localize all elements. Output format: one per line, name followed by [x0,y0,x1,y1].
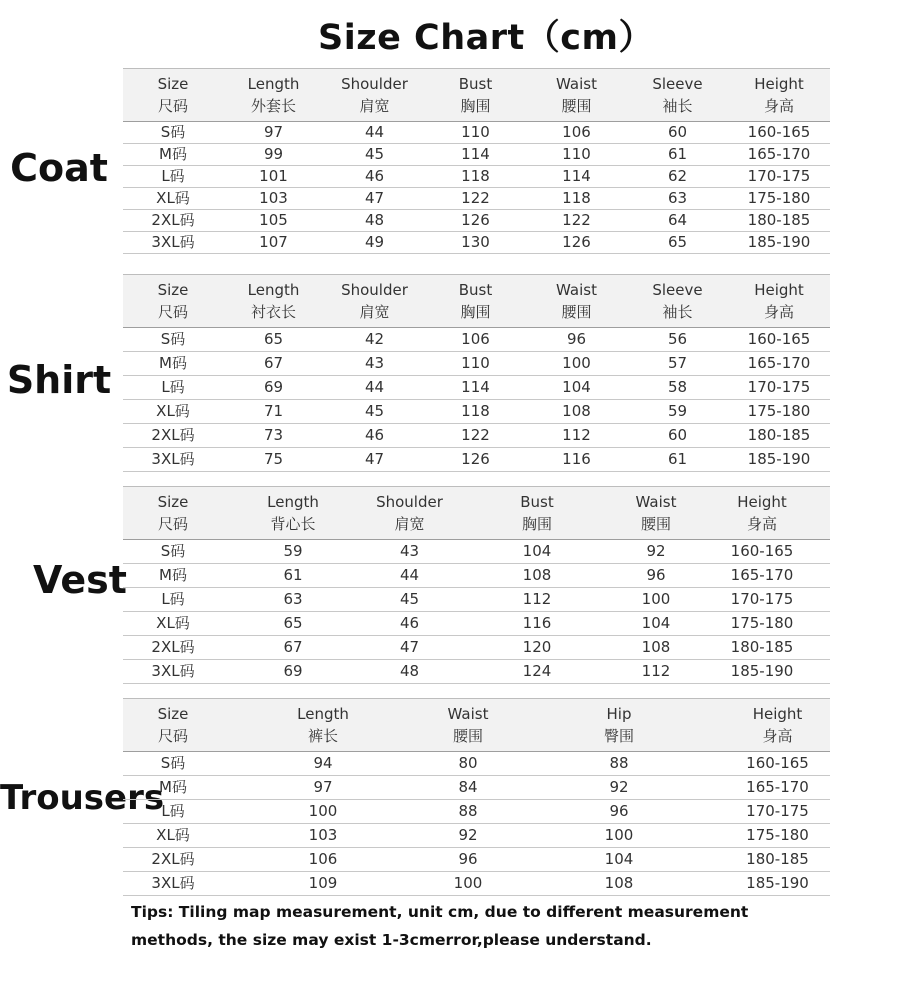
table-row [123,612,830,636]
table-row [123,352,830,376]
column-header-cn: 尺码 [157,303,188,321]
table-cell: 96 [618,564,694,588]
table-cell: 47 [363,636,456,660]
column-header [627,69,728,122]
table-cell: 165-170 [728,144,830,166]
table-cell: 106 [223,848,423,872]
column-header-cn: 肩宽 [359,303,390,321]
table-cell: 3XL码 [123,232,223,254]
table-cell: 2XL码 [123,210,223,232]
column-header [123,69,223,122]
column-header-en: Hip [606,705,632,723]
table-row [123,848,830,872]
shirt-size-table [123,274,830,472]
table-cell: 165-170 [728,352,830,376]
table-cell: 96 [423,848,513,872]
table-cell: 114 [526,166,627,188]
column-header-en: Waist [556,75,597,93]
table-cell: 45 [324,144,425,166]
table-cell: 46 [363,612,456,636]
column-header [324,275,425,328]
column-header-en: Shoulder [376,493,443,511]
column-header-en: Height [737,493,787,511]
table-cell: 122 [425,424,526,448]
column-header-en: Length [247,281,300,299]
table-cell: 107 [223,232,324,254]
table-cell: S码 [123,122,223,144]
table-cell: 44 [363,564,456,588]
table-cell: 160-165 [694,540,830,564]
column-header [123,275,223,328]
column-header-cn: 腰围 [452,727,483,745]
column-header-cn: 尺码 [157,515,188,533]
column-header [728,275,830,328]
table-cell: 49 [324,232,425,254]
table-cell: 110 [526,144,627,166]
table-row [123,448,830,472]
table-cell: 96 [526,328,627,352]
column-header-cn: 袖长 [662,303,693,321]
table-cell: 59 [223,540,363,564]
table-cell: 116 [526,448,627,472]
table-cell: 2XL码 [123,636,223,660]
table-row [123,660,830,684]
table-cell: 108 [526,400,627,424]
table-cell: 110 [425,122,526,144]
column-header-en: Height [754,281,804,299]
table-cell: 130 [425,232,526,254]
table-cell: 46 [324,424,425,448]
column-header-cn: 尺码 [157,727,188,745]
table-cell: 114 [425,376,526,400]
table-cell: 110 [425,352,526,376]
table-cell: S码 [123,328,223,352]
column-header-cn: 胸围 [460,97,491,115]
table-cell: 63 [223,588,363,612]
column-header-en: Shoulder [341,75,408,93]
column-header-cn: 袖长 [662,97,693,115]
table-header-row [123,69,830,122]
column-header-cn: 肩宽 [394,515,425,533]
table-cell: 180-185 [728,210,830,232]
table-header-row [123,699,830,752]
table-row [123,636,830,660]
table-cell: 48 [363,660,456,684]
column-header-en: Sleeve [652,75,703,93]
table-row [123,232,830,254]
table-cell: XL码 [123,188,223,210]
table-cell: L码 [123,166,223,188]
column-header-cn: 腰围 [561,303,592,321]
table-row [123,328,830,352]
table-cell: 104 [618,612,694,636]
table-cell: 69 [223,660,363,684]
table-cell: 69 [223,376,324,400]
table-cell: 75 [223,448,324,472]
table-cell: 105 [223,210,324,232]
vest-size-table [123,486,830,684]
table-cell: XL码 [123,400,223,424]
column-header-cn: 腰围 [640,515,671,533]
column-header-cn: 臀围 [603,727,634,745]
table-cell: 2XL码 [123,424,223,448]
table-cell: 94 [223,752,423,776]
column-header-en: Waist [447,705,489,723]
table-row [123,800,830,824]
table-cell: 65 [223,612,363,636]
table-cell: 160-165 [725,752,830,776]
table-cell: 109 [223,872,423,896]
page-title: Size Chart（cm） [318,18,654,58]
table-cell: 61 [223,564,363,588]
column-header-en: Height [754,75,804,93]
table-cell: 170-175 [694,588,830,612]
table-cell: 80 [423,752,513,776]
section-label-shirt: Shirt [6,358,112,402]
table-row [123,872,830,896]
column-header-cn: 身高 [762,727,793,745]
table-cell: 96 [513,800,725,824]
column-header-cn: 背心长 [270,515,316,533]
table-cell: XL码 [123,824,223,848]
table-cell: 67 [223,352,324,376]
table-cell: 60 [627,122,728,144]
table-cell: 64 [627,210,728,232]
table-cell: M码 [123,144,223,166]
table-cell: 165-170 [725,776,830,800]
table-cell: 43 [324,352,425,376]
column-header-en: Size [157,281,189,299]
column-header [725,699,830,752]
table-row [123,166,830,188]
table-row [123,752,830,776]
table-cell: 44 [324,376,425,400]
table-cell: 175-180 [694,612,830,636]
table-cell: 45 [363,588,456,612]
column-header [123,699,223,752]
column-header-cn: 身高 [763,303,794,321]
table-cell: 100 [423,872,513,896]
table-cell: 92 [513,776,725,800]
coat-size-table [123,68,830,254]
table-cell: 67 [223,636,363,660]
column-header [526,69,627,122]
column-header-cn: 裤长 [307,727,338,745]
column-header [123,487,223,540]
table-cell: 101 [223,166,324,188]
table-cell: 57 [627,352,728,376]
table-cell: 97 [223,122,324,144]
table-header-row [123,487,830,540]
table-cell: 185-190 [728,232,830,254]
table-cell: 99 [223,144,324,166]
column-header-cn: 胸围 [521,515,552,533]
table-cell: 185-190 [728,448,830,472]
column-header-cn: 肩宽 [359,97,390,115]
table-row [123,776,830,800]
table-cell: M码 [123,564,223,588]
table-cell: 124 [456,660,618,684]
table-row [123,588,830,612]
column-header [728,69,830,122]
column-header [627,275,728,328]
table-cell: M码 [123,776,223,800]
table-cell: 103 [223,188,324,210]
table-cell: 59 [627,400,728,424]
column-header [513,699,725,752]
table-cell: 116 [456,612,618,636]
table-cell: 97 [223,776,423,800]
column-header-cn: 尺码 [157,97,188,115]
table-cell: 170-175 [728,166,830,188]
table-cell: 118 [526,188,627,210]
table-cell: 106 [425,328,526,352]
table-cell: 100 [513,824,725,848]
table-cell: 71 [223,400,324,424]
table-cell: 114 [425,144,526,166]
table-cell: 175-180 [728,400,830,424]
table-cell: 84 [423,776,513,800]
column-header-en: Waist [556,281,597,299]
table-cell: 58 [627,376,728,400]
table-cell: 47 [324,448,425,472]
table-cell: 175-180 [725,824,830,848]
column-header-en: Shoulder [341,281,408,299]
table-cell: 73 [223,424,324,448]
table-cell: 122 [526,210,627,232]
column-header [425,69,526,122]
section-label-vest: Vest [33,558,127,602]
column-header-en: Bust [458,75,493,93]
column-header [425,275,526,328]
table-cell: 3XL码 [123,660,223,684]
table-row [123,210,830,232]
table-cell: 160-165 [728,328,830,352]
column-header-en: Sleeve [652,281,703,299]
column-header-en: Length [247,75,300,93]
tips-note: Tips: Tiling map measurement, unit cm, due to different measurement methods, the size may exist 1-3cmerror,please understand. [131,903,749,949]
column-header-cn: 衬衣长 [250,303,296,321]
column-header [223,275,324,328]
table-cell: 180-185 [725,848,830,872]
table-cell: 3XL码 [123,448,223,472]
column-header-en: Length [267,493,319,511]
table-row [123,188,830,210]
table-cell: L码 [123,376,223,400]
table-cell: 60 [627,424,728,448]
column-header-en: Size [157,75,189,93]
column-header-cn: 腰围 [561,97,592,115]
table-cell: 56 [627,328,728,352]
table-cell: 47 [324,188,425,210]
table-cell: 63 [627,188,728,210]
table-cell: 2XL码 [123,848,223,872]
table-cell: 185-190 [725,872,830,896]
table-cell: 180-185 [694,636,830,660]
table-row [123,376,830,400]
table-row [123,424,830,448]
table-cell: 126 [425,448,526,472]
table-cell: 160-165 [728,122,830,144]
table-cell: 120 [456,636,618,660]
table-cell: 88 [513,752,725,776]
table-cell: 126 [526,232,627,254]
column-header-cn: 身高 [746,515,777,533]
table-cell: 44 [324,122,425,144]
table-cell: 100 [618,588,694,612]
table-cell: 108 [618,636,694,660]
table-row [123,824,830,848]
column-header [363,487,456,540]
table-cell: 92 [423,824,513,848]
table-row [123,564,830,588]
column-header-en: Waist [635,493,677,511]
table-cell: XL码 [123,612,223,636]
table-cell: 61 [627,144,728,166]
column-header-en: Size [157,705,189,723]
table-cell: S码 [123,540,223,564]
trousers-size-table [123,698,830,896]
table-cell: 118 [425,400,526,424]
table-header-row [123,275,830,328]
table-cell: 104 [526,376,627,400]
column-header-cn: 胸围 [460,303,491,321]
table-cell: 62 [627,166,728,188]
table-cell: 112 [618,660,694,684]
table-cell: 112 [456,588,618,612]
table-row [123,122,830,144]
section-label-trousers: Trousers [0,778,165,818]
table-cell: M码 [123,352,223,376]
table-cell: 108 [513,872,725,896]
column-header [694,487,830,540]
table-cell: 170-175 [725,800,830,824]
column-header [456,487,618,540]
table-cell: 65 [223,328,324,352]
table-cell: L码 [123,588,223,612]
table-cell: 48 [324,210,425,232]
table-row [123,400,830,424]
table-cell: 103 [223,824,423,848]
table-cell: 104 [513,848,725,872]
table-cell: 180-185 [728,424,830,448]
column-header-en: Bust [458,281,493,299]
table-cell: 126 [425,210,526,232]
column-header-cn: 身高 [763,97,794,115]
table-cell: 92 [618,540,694,564]
table-cell: 45 [324,400,425,424]
table-cell: 175-180 [728,188,830,210]
table-cell: 3XL码 [123,872,223,896]
table-cell: 185-190 [694,660,830,684]
table-cell: 112 [526,424,627,448]
table-cell: 165-170 [694,564,830,588]
table-cell: 65 [627,232,728,254]
table-cell: 88 [423,800,513,824]
table-row [123,144,830,166]
column-header [526,275,627,328]
column-header [223,699,423,752]
column-header [223,487,363,540]
table-cell: 100 [526,352,627,376]
column-header-cn: 外套长 [250,97,296,115]
table-row [123,540,830,564]
column-header [423,699,513,752]
table-cell: L码 [123,800,223,824]
table-cell: 61 [627,448,728,472]
table-cell: 106 [526,122,627,144]
table-cell: 46 [324,166,425,188]
column-header [324,69,425,122]
table-cell: 104 [456,540,618,564]
section-label-coat: Coat [10,146,108,190]
table-cell: 43 [363,540,456,564]
table-cell: S码 [123,752,223,776]
column-header-en: Bust [520,493,554,511]
table-cell: 170-175 [728,376,830,400]
column-header [223,69,324,122]
table-cell: 118 [425,166,526,188]
table-cell: 42 [324,328,425,352]
column-header-en: Height [752,705,803,723]
column-header [618,487,694,540]
table-cell: 122 [425,188,526,210]
table-cell: 108 [456,564,618,588]
column-header-en: Size [157,493,189,511]
column-header-en: Length [297,705,349,723]
table-cell: 100 [223,800,423,824]
